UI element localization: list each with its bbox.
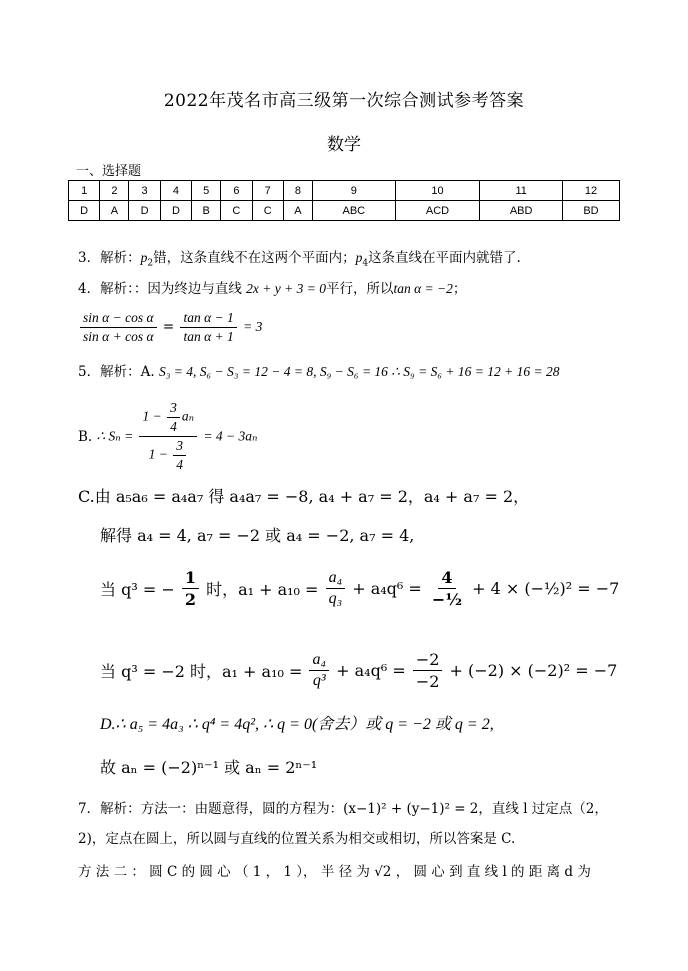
q5-c3-frac2-n: a₄ (326, 569, 346, 589)
table-cell-answer: ABC (313, 201, 396, 221)
q3-p4: p (355, 250, 363, 265)
q5-a-expr: S₃ = 4, S₆ − S₃ = 12 − 4 = 8, S₉ − S₆ = 16 ∴ S₉ = S₆ + 16 = 12 + 16 = 28 (158, 364, 560, 379)
q5-b-den-frac-d: 4 (176, 457, 183, 472)
table-row-answers (69, 201, 620, 221)
q5-b-num-an: aₙ (181, 408, 195, 424)
q5-b-rhs: = 4 − 3aₙ (203, 428, 258, 444)
q3-text2: 这条直线在平面内就错了. (368, 250, 521, 266)
q5-prefix: 5．解析：A. (78, 364, 155, 380)
q5-c-line4 (100, 650, 617, 691)
subject-title: 数学 (327, 135, 361, 155)
table-cell-number: 3 (129, 181, 160, 201)
q4-fraction-line (78, 310, 262, 345)
q5-c3-pre: 当 q³ = − (100, 580, 175, 599)
q5-b-frac-den (146, 437, 191, 473)
table-cell-number: 4 (160, 181, 191, 201)
q5-c4-frac2-n: −2 (413, 650, 443, 671)
table-cell-answer: A (283, 201, 312, 221)
q5-c4-frac1 (309, 651, 329, 690)
q5-b-frac (139, 400, 197, 473)
q4-frac2-num: tan α − 1 (180, 310, 236, 328)
q5-c3-frac3-n: 4 (438, 568, 455, 589)
table-cell-number: 5 (192, 181, 221, 201)
q3-p2: p (140, 250, 148, 265)
q4-line (78, 277, 466, 297)
q5-c3-frac1-d: 2 (184, 590, 196, 609)
q5-c4-frac2-d: −2 (415, 672, 440, 691)
q4-frac2-den: tan α + 1 (183, 329, 234, 344)
q5-b-num-frac-d: 4 (170, 419, 177, 434)
table-cell-number: 12 (562, 181, 619, 201)
table-cell-number: 2 (100, 181, 129, 201)
q4-frac1-num: sin α − cos α (80, 310, 157, 328)
table-cell-number: 7 (252, 181, 283, 201)
q3-p2-sub: 2 (147, 258, 154, 269)
q5-b-den-top: 1 − (148, 446, 168, 462)
q4-eq: = (162, 319, 175, 335)
q4-prefix: 4．解析：：因为终边与直线 (78, 281, 242, 297)
q3-line (78, 246, 521, 269)
q5-c3-frac2-d: q₃ (328, 590, 343, 607)
table-cell-number: 1 (69, 181, 100, 201)
q5-a-line (78, 360, 559, 380)
q3-prefix: 3．解析： (78, 250, 141, 266)
q5-c-line2: 解得 a₄ = 4, a₇ = −2 或 a₄ = −2, a₇ = 4, (100, 526, 415, 545)
q5-d-line: D.∴ a₅ = 4a₃ ∴ q⁴ = 4q², ∴ q = 0(舍去）或 q = −2 或 q = 2, (100, 716, 494, 733)
q5-b-num-frac-n: 3 (167, 400, 180, 418)
table-cell-answer: C (221, 201, 252, 221)
table-cell-number: 11 (480, 181, 563, 201)
q5-c4-mid: + a₄q⁶ = (336, 661, 406, 680)
q5-c3-frac3 (429, 568, 465, 609)
q5-b-den-frac (173, 438, 186, 473)
table-cell-answer: D (69, 201, 100, 221)
q5-c4-pre: 当 q³ = −2 时，a₁ + a₁₀ = (100, 662, 303, 681)
q5-e-line: 故 aₙ = (−2)ⁿ⁻¹ 或 aₙ = 2ⁿ⁻¹ (100, 758, 318, 777)
table-cell-number: 6 (221, 181, 252, 201)
table-cell-answer: BD (562, 201, 619, 221)
q5-c4-frac1-n: a₄ (309, 651, 329, 671)
q4-frac1-den: sin α + cos α (83, 329, 154, 344)
q5-c3-mid: 时，a₁ + a₁₀ = (206, 580, 319, 599)
q4-line-eq: 2x + y + 3 = 0 (246, 281, 326, 296)
table-cell-answer: ABD (480, 201, 563, 221)
q5-c3-frac3-d: −½ (431, 590, 462, 609)
q5-c3-frac2 (326, 569, 346, 608)
q5-c3-mid2: + a₄q⁶ = (352, 579, 422, 598)
q5-b-lhs: ∴ Sₙ = (96, 428, 134, 444)
table-cell-answer: C (252, 201, 283, 221)
q7-line2: 2)，定点在圆上，所以圆与直线的位置关系为相交或相切，所以答案是 C. (78, 831, 516, 847)
q5-b-frac-num (139, 400, 197, 437)
q3-p4-sub: 4 (362, 258, 369, 269)
q7-line3: 方 法 二 ： 圆 C 的 圆 心 （ 1 ， 1 ）， 半 径 为 √2 ， 圆 心 到 直 线 l 的 距 离 d 为 (78, 864, 591, 880)
table-cell-answer: ACD (395, 201, 480, 221)
table-cell-number: 9 (313, 181, 396, 201)
q5-c3-tail: + 4 × (−½)² = −7 (472, 579, 620, 598)
q3-text1: 错，这条直线不在这两个平面内； (153, 250, 356, 266)
q5-c4-tail: + (−2) × (−2)² = −7 (449, 661, 618, 680)
table-cell-answer: D (160, 201, 191, 221)
table-cell-answer: A (100, 201, 129, 221)
q4-tan-eq: tan α = −2 (393, 281, 453, 296)
answer-table (68, 180, 620, 221)
q7-line1: 7．解析：方法一：由题意得，圆的方程为：(x−1)² + (y−1)² = 2，直线 l 过定点（2， (78, 801, 608, 817)
q5-c-line1: C.由 a₅a₆ = a₄a₇ 得 a₄a₇ = −8, a₄ + a₇ = 2，a₄ + a₇ = 2， (78, 487, 530, 506)
q5-c3-frac1 (182, 568, 199, 609)
q5-b-den-frac-n: 3 (173, 438, 186, 456)
q5-c4-frac1-d: q³ (312, 672, 326, 689)
q4-frac2 (180, 310, 236, 345)
q5-c4-frac2 (413, 650, 443, 691)
table-cell-number: 8 (283, 181, 312, 201)
q5-b-line (78, 400, 257, 473)
table-row-numbers (69, 181, 620, 201)
table-cell-answer: B (192, 201, 221, 221)
q5-c-line3 (100, 568, 619, 609)
table-cell-answer: D (129, 201, 160, 221)
q5-b-num-top: 1 − (142, 408, 162, 424)
page-title: 2022年茂名市高三级第一次综合测试参考答案 (163, 91, 525, 111)
q5-c3-frac1-n: 1 (182, 568, 199, 589)
q4-tail: ； (452, 281, 467, 297)
table-cell-number: 10 (395, 181, 480, 201)
section-heading: 一、选择题 (76, 164, 142, 179)
q5-b-label: B. (78, 428, 93, 445)
q5-b-num-frac (167, 400, 180, 435)
q4-result: = 3 (243, 319, 263, 334)
q4-text1: 平行，所以 (325, 281, 394, 297)
q4-frac1 (80, 310, 157, 345)
